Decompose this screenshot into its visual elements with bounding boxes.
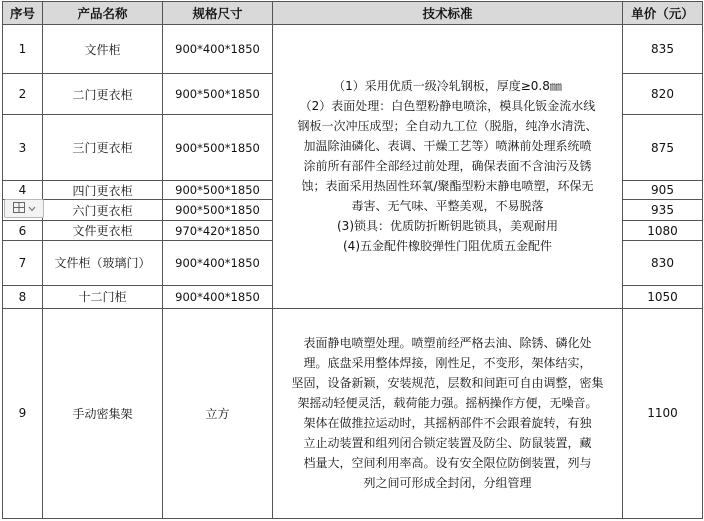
row-price: 905 [623,181,703,200]
row-size: 900*500*1850 [163,181,273,200]
tech-line: 涂前所有部件全部经过前处理，确保表面不含油污及锈 [303,159,592,174]
row-size: 立方 [163,308,273,519]
row-no: 7 [3,241,43,286]
tech-standard-cabinets [273,25,623,309]
row-no: 4 [3,181,43,200]
product-table [2,1,703,519]
row-name: 三门更衣柜 [43,115,163,181]
row-no: 6 [3,221,43,241]
row-name: 四门更衣柜 [43,181,163,200]
header-tech: 技术标准 [273,2,623,25]
row-price: 1080 [623,221,703,241]
tech-standard-mobile-shelving [273,308,623,519]
row-name: 文件柜 [43,25,163,74]
tech-line: 架摇动轻便灵活，载荷能力强。摇柄操作方便，无噪音。 [297,396,598,411]
row-name: 六门更衣柜 [43,200,163,221]
row-size: 900*500*1850 [163,115,273,181]
row-name: 文件柜（玻璃门） [43,241,163,286]
tech-line: 加温除油磷化、表调、干燥工艺等）喷淋前处理系统喷 [303,139,592,154]
tech-line: 架体在做推拉运动时，其摇柄部件不会跟着旋转，有独 [303,416,592,431]
table-header-row [3,2,703,25]
tech-line: 理。底盘采用整体焊接，刚性足，不变形，架体结实， [303,356,592,371]
tech-line: （1）采用优质一级冷轧钢板，厚度≥0.8㎜ [333,79,562,94]
tech-line: (3)锁具：优质防折断钥匙锁具，美观耐用 [337,219,558,234]
row-price: 820 [623,74,703,115]
header-no: 序号 [3,2,43,25]
tech-line: 蚀；表面采用热固性环氧/聚酯型粉末静电喷塑，环保无 [301,179,594,194]
row-no: 2 [3,74,43,115]
tech-line: 表面静电喷塑处理。喷塑前经严格去油、除锈、磷化处 [303,336,592,351]
row-name: 二门更衣柜 [43,74,163,115]
row-price: 830 [623,241,703,286]
row-size: 900*400*1850 [163,25,273,74]
tech-line: （2）表面处理：白色塑粉静电喷涂，模具化钣金流水线 [299,99,596,114]
row-size: 900*500*1850 [163,74,273,115]
table-row [3,308,703,519]
chevron-down-icon [28,202,36,215]
row-name: 十二门柜 [43,286,163,308]
row-no: 3 [3,115,43,181]
row-insert-widget[interactable] [4,199,44,218]
tech-line: 档量大，空间利用率高。设有安全限位防倒装置，列与 [303,456,592,471]
row-price: 1100 [623,308,703,519]
row-name: 手动密集架 [43,308,163,519]
row-price: 875 [623,115,703,181]
tech-line: 立止动装置和组列闭合锁定装置及防尘、防鼠装置，藏 [303,436,592,451]
row-size: 970*420*1850 [163,221,273,241]
tech-line: 钢板一次冲压成型；全自动九工位（脱脂，纯净水清洗、 [297,119,598,134]
row-price: 1050 [623,286,703,308]
header-price: 单价（元） [623,2,703,25]
tech-line: 坚固，设备新颖，安装规范，层数和间距可自由调整，密集 [291,376,604,391]
tech-line: 毒害、无气味、平整美观，不易脱落 [351,199,544,214]
row-no: 1 [3,25,43,74]
row-no: 8 [3,286,43,308]
tech-line: (4)五金配件橡胶弹性门阻优质五金配件 [343,239,552,254]
row-size: 900*400*1850 [163,241,273,286]
table-handle-icon [13,202,25,216]
row-no: 9 [3,308,43,519]
tech-line: 列之间可形成全封闭，分组管理 [363,476,532,491]
table-row [3,25,703,74]
row-size: 900*400*1850 [163,286,273,308]
row-name: 文件更衣柜 [43,221,163,241]
header-size: 规格尺寸 [163,2,273,25]
header-name: 产品名称 [43,2,163,25]
row-price: 935 [623,200,703,221]
row-price: 835 [623,25,703,74]
row-size: 900*500*1850 [163,200,273,221]
